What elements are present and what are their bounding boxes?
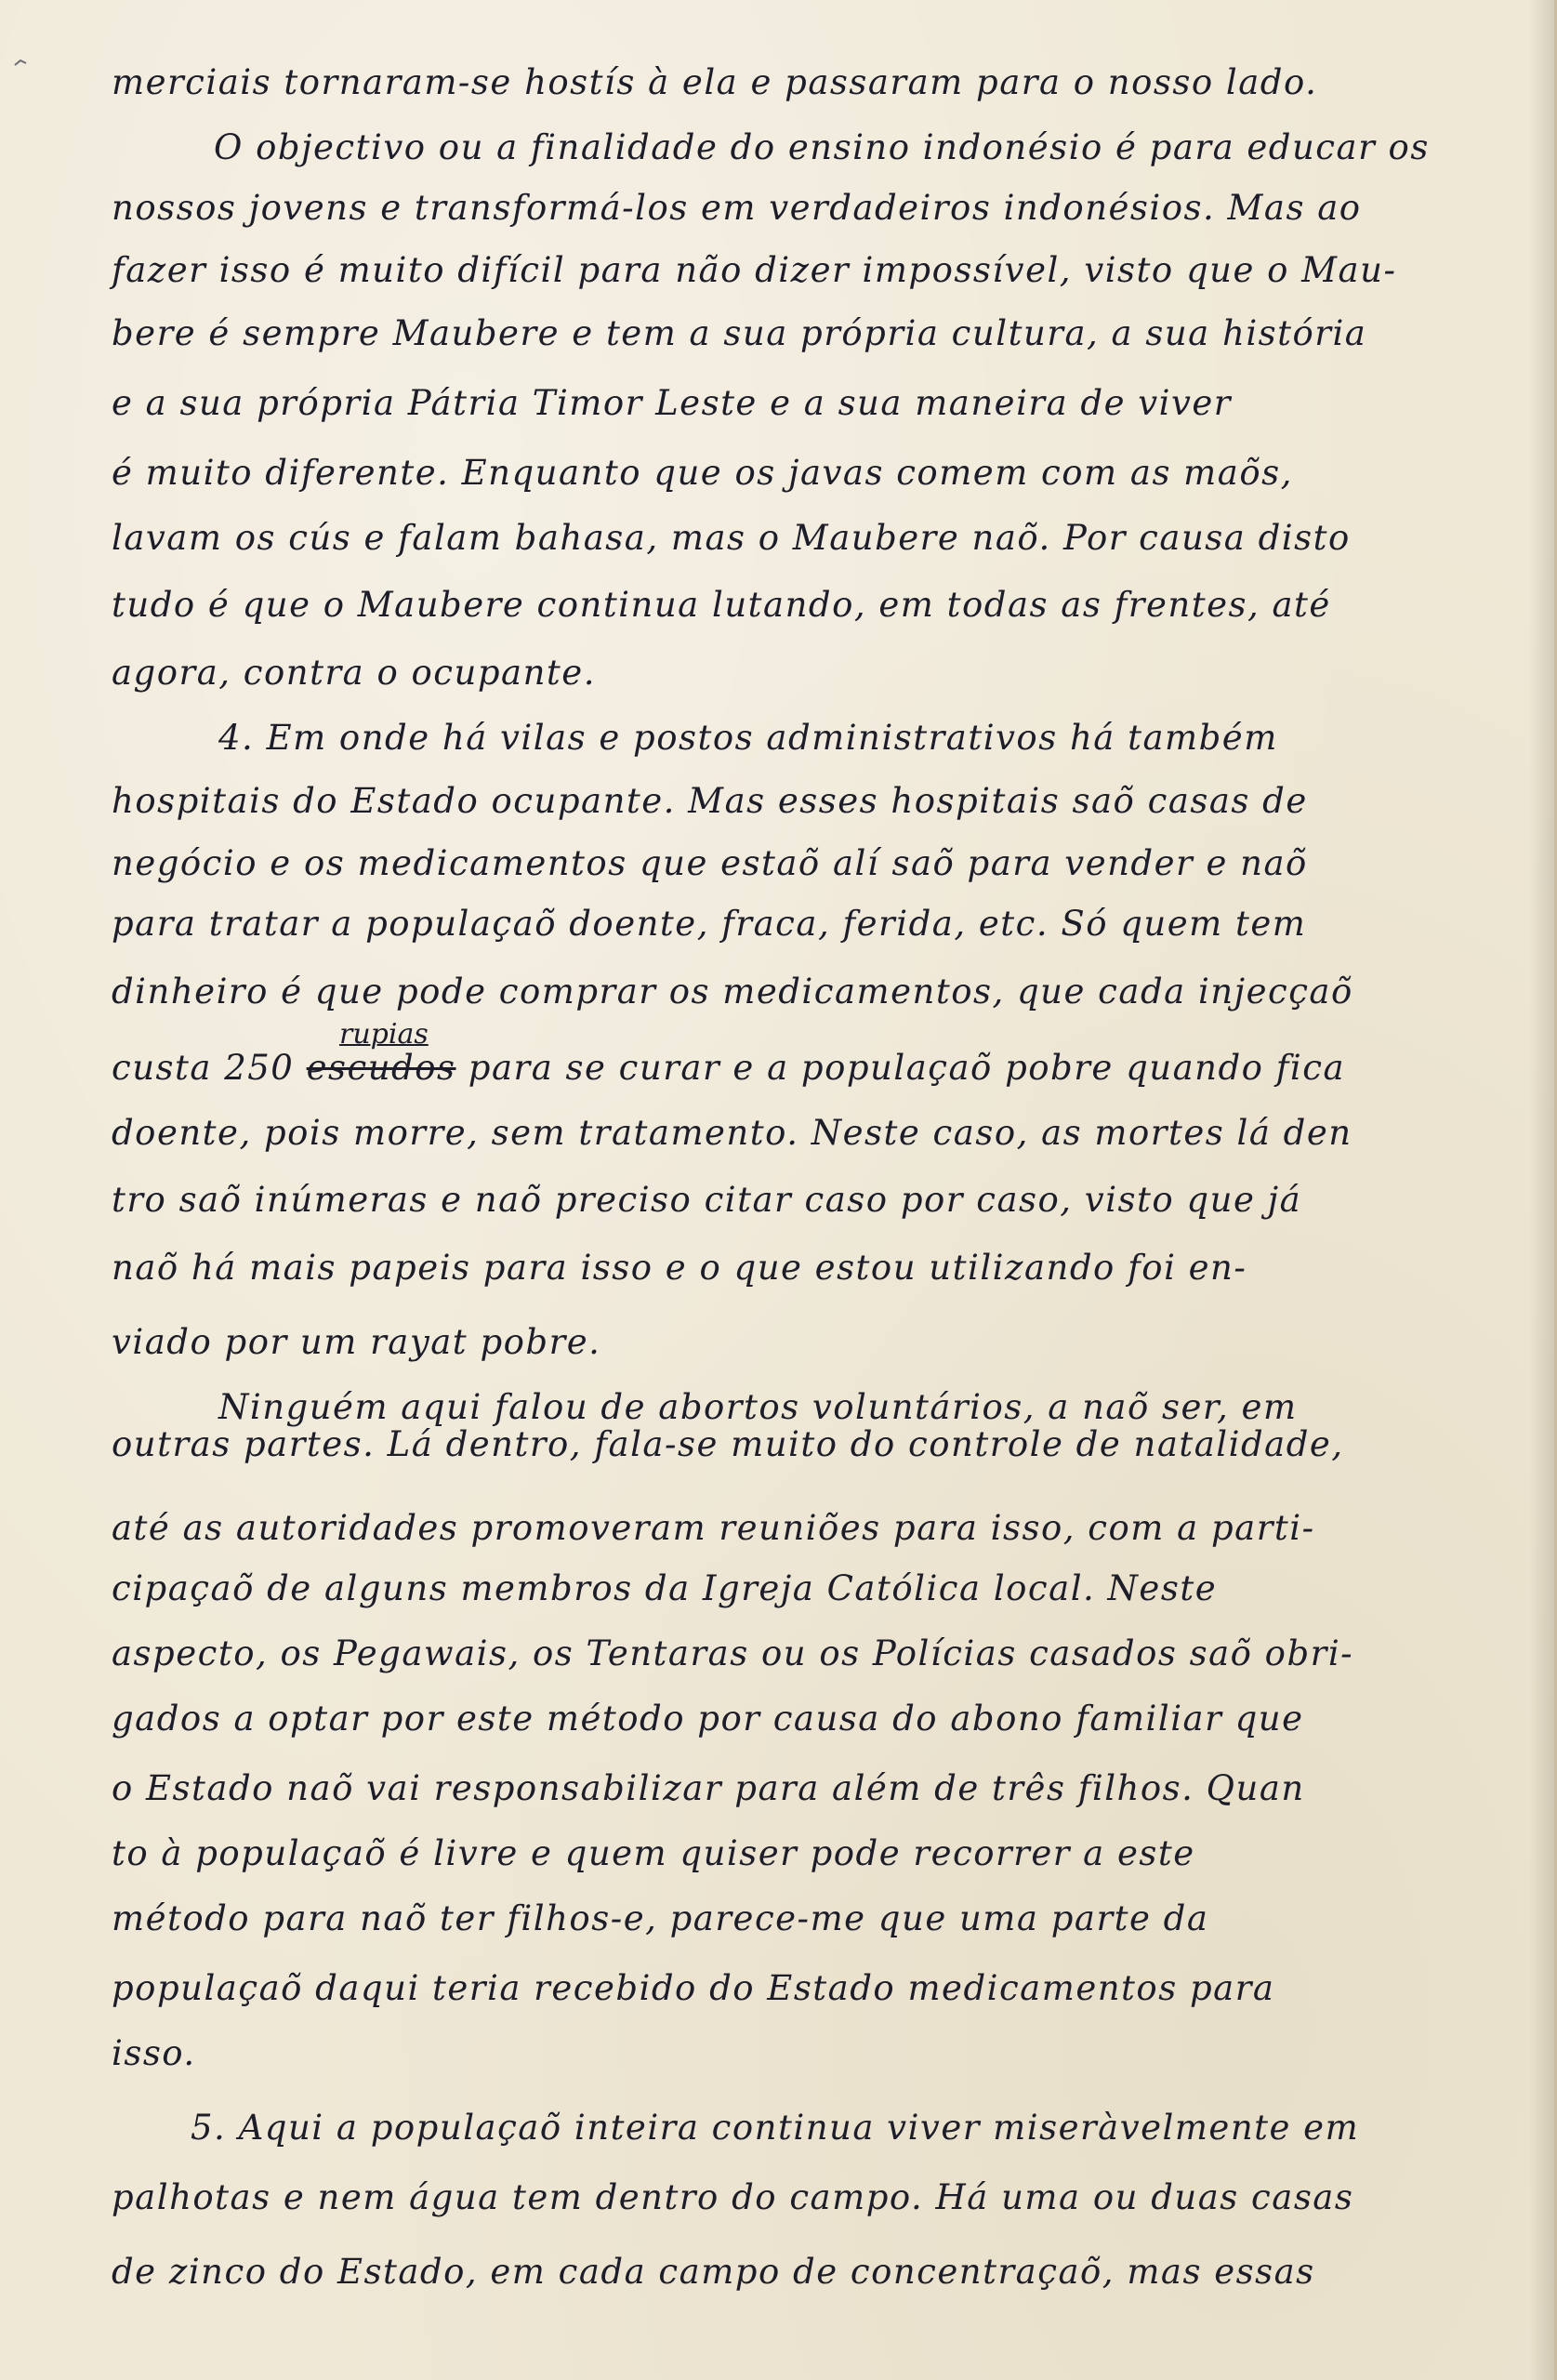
text-line-17: doente, pois morre, sem tratamento. Neste caso, as mortes lá den [112,1113,1352,1153]
text-line-25: aspecto, os Pegawais, os Tentaras ou os Polícias casados saõ obri- [112,1633,1354,1673]
text-line-22: outras partes. Lá dentro, fala-se muito do controle de natalidade, [112,1424,1344,1464]
text-line-26: gados a optar por este método por causa do abono familiar que [112,1699,1304,1739]
text-line-32: 5. Aqui a populaçaõ inteira continua viver miseràvelmente em [191,2108,1360,2148]
text-line-20: viado por um rayat pobre. [112,1322,601,1362]
text-line-23: até as autoridades promoveram reuniões para isso, com a parti- [112,1508,1315,1548]
text-line-14: para tratar a populaçaõ doente, fraca, ferida, etc. Só quem tem [112,904,1307,944]
struck-word: escudos [306,1048,456,1088]
text-line-5: bere é sempre Maubere e tem a sua própria cultura, a sua história [112,313,1367,353]
text-line-28: to à populaçaõ é livre e quem quiser pode recorrer a este [112,1833,1195,1873]
text-line-27: o Estado naõ vai responsabilizar para além de três filhos. Quan [112,1768,1305,1808]
text-line-11: 4. Em onde há vilas e postos administrativos há também [218,718,1278,758]
text-line-31: isso. [112,2033,196,2073]
text-line-21: Ninguém aqui falou de abortos voluntários, a naõ ser, em [218,1387,1298,1427]
text-line-24: cipaçaõ de alguns membros da Igreja Católica local. Neste [112,1568,1218,1608]
text-line-8: lavam os cús e falam bahasa, mas o Maubere naõ. Por causa disto [112,518,1351,558]
text-line-9: tudo é que o Maubere continua lutando, em todas as frentes, até [112,585,1331,625]
text-line-16: custa 250 escudos para se curar e a populaçaõ pobre quando fica [112,1048,1346,1088]
text-line-34: de zinco do Estado, em cada campo de concentraçaõ, mas essas [112,2252,1315,2292]
text-line-13: negócio e os medicamentos que estaõ alí saõ para vender e naõ [112,843,1308,883]
text-line-30: populaçaõ daqui teria recebido do Estado medicamentos para [112,1968,1275,2008]
text-line-2: O objectivo ou a finalidade do ensino indonésio é para educar os [214,127,1430,167]
text-line-6: e a sua própria Pátria Timor Leste e a sua maneira de viver [112,383,1232,423]
inserted-word: rupias [339,1018,429,1051]
text-line-18: tro saõ inúmeras e naõ preciso citar caso por caso, visto que já [112,1180,1302,1220]
text-line-29: método para naõ ter filhos-e, parece-me que uma parte da [112,1898,1209,1938]
ink-mark [13,58,28,67]
text-line-33: palhotas e nem água tem dentro do campo. Há uma ou duas casas [112,2177,1354,2217]
text-line-1: merciais tornaram-se hostís à ela e passaram para o nosso lado. [112,62,1318,102]
text-line-10: agora, contra o ocupante. [112,653,596,693]
text-line-15: dinheiro é que pode comprar os medicamentos, que cada injecçaõ [112,972,1353,1012]
text-line-7: é muito diferente. Enquanto que os javas comem com as maõs, [112,453,1293,493]
text-line-3: nossos jovens e transformá-los em verdadeiros indonésios. Mas ao [112,188,1362,228]
text-line-12: hospitais do Estado ocupante. Mas esses hospitais saõ casas de [112,781,1308,821]
text-line-4: fazer isso é muito difícil para não dizer impossível, visto que o Mau- [112,250,1397,290]
text-line-19: naõ há mais papeis para isso e o que estou utilizando foi en- [112,1248,1247,1288]
page-edge-shadow [1529,0,1557,2380]
